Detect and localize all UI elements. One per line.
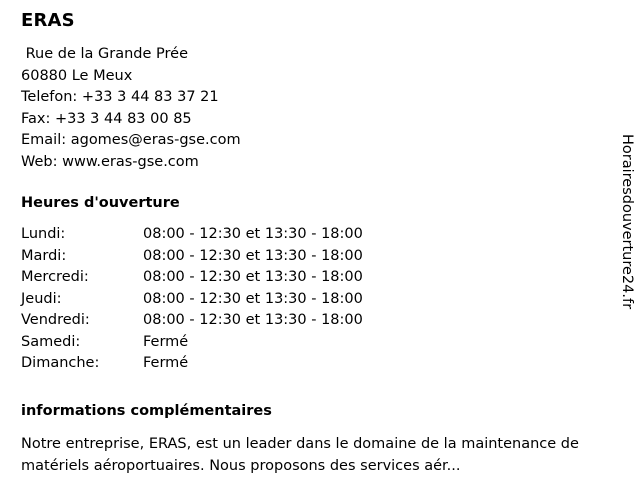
- hours-day-label: Vendredi:: [21, 312, 90, 328]
- hours-day-label: Mardi:: [21, 247, 67, 264]
- hours-day-label: Mercredi:: [21, 269, 89, 285]
- hours-time-value: 08:00 - 12:30 et 13:30 - 18:00: [143, 226, 363, 242]
- address-city: 60880 Le Meux: [21, 67, 133, 84]
- phone-line: Telefon: +33 3 44 83 37 21: [21, 89, 219, 105]
- table-row: [21, 332, 363, 354]
- address-street: Rue de la Grande Prée: [21, 46, 188, 62]
- additional-info-text: Notre entreprise, ERAS, est un leader dans le domaine de la maintenance de matériels aéroportuaires. Nous proposons des services aér...: [21, 435, 579, 474]
- table-row: [21, 246, 363, 268]
- hours-day-label: Jeudi:: [21, 290, 62, 307]
- email-line: Email: agomes@eras-gse.com: [21, 132, 241, 148]
- hours-day-label: Dimanche:: [21, 355, 100, 371]
- watermark-label: Horairesdouverture24.fr: [619, 134, 635, 310]
- table-row: [21, 310, 363, 332]
- hours-time-value: 08:00 - 12:30 et 13:30 - 18:00: [143, 290, 363, 307]
- hours-time-value: 08:00 - 12:30 et 13:30 - 18:00: [143, 312, 363, 328]
- additional-info-heading: informations complémentaires: [21, 402, 272, 419]
- opening-hours-heading: Heures d'ouverture: [21, 195, 180, 211]
- website-line: Web: www.eras-gse.com: [21, 153, 199, 170]
- hours-time-value: Fermé: [143, 333, 189, 350]
- address-block: [21, 44, 581, 173]
- table-row: [21, 289, 363, 311]
- hours-day-label: Samedi:: [21, 333, 81, 350]
- opening-hours-table: [21, 224, 363, 375]
- hours-time-value: Fermé: [143, 355, 189, 371]
- page-title: ERAS: [21, 10, 75, 31]
- business-listing: [21, 10, 581, 477]
- table-row: [21, 353, 363, 375]
- hours-day-label: Lundi:: [21, 226, 66, 242]
- table-row: [21, 267, 363, 289]
- fax-line: Fax: +33 3 44 83 00 85: [21, 110, 192, 127]
- hours-time-value: 08:00 - 12:30 et 13:30 - 18:00: [143, 247, 363, 264]
- hours-time-value: 08:00 - 12:30 et 13:30 - 18:00: [143, 269, 363, 285]
- table-row: [21, 224, 363, 246]
